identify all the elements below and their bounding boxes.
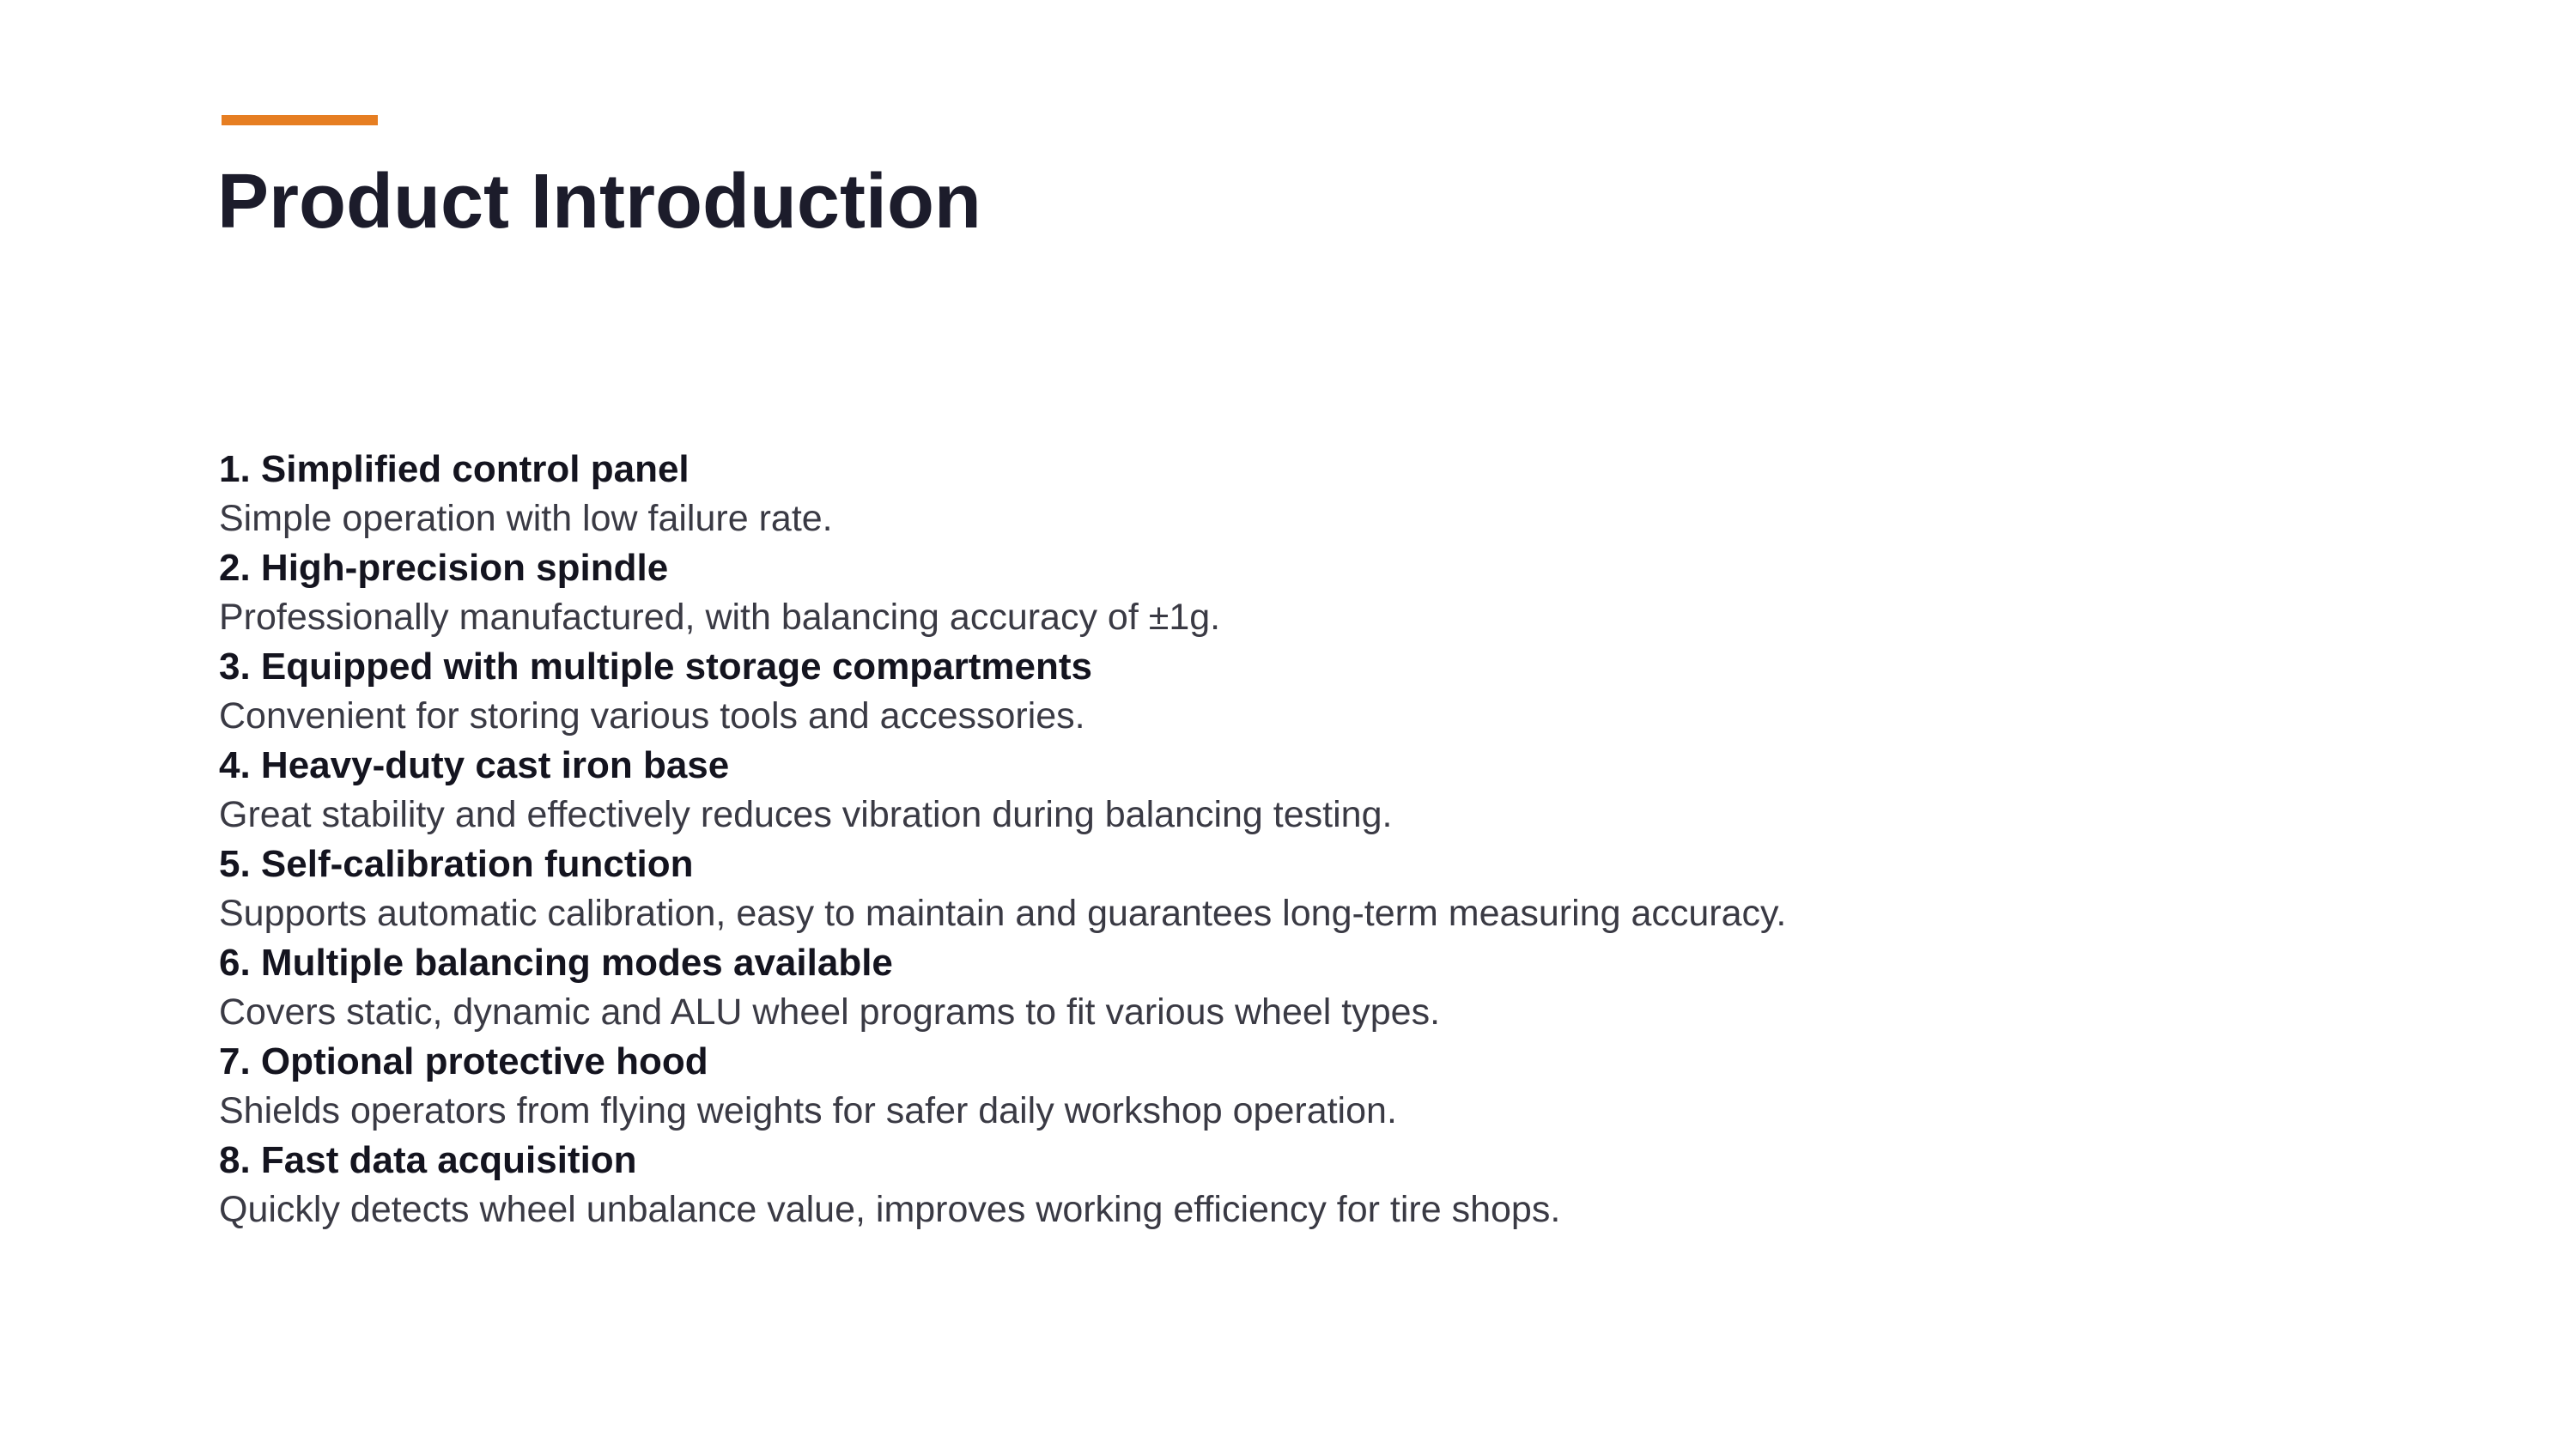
feature-item (219, 938, 2280, 1037)
feature-heading: 1. Simplified control panel (219, 448, 690, 490)
feature-description: Great stability and effectively reduces vibration during balancing testing. (219, 794, 1393, 835)
feature-item (219, 445, 2280, 543)
feature-description: Shields operators from flying weights for safer daily workshop operation. (219, 1090, 1397, 1131)
feature-heading: 8. Fast data acquisition (219, 1139, 637, 1181)
feature-description: Professionally manufactured, with balancing accuracy of ±1g. (219, 597, 1221, 638)
feature-item (219, 1136, 2280, 1234)
feature-heading: 2. High-precision spindle (219, 547, 669, 589)
feature-item (219, 642, 2280, 741)
feature-description: Supports automatic calibration, easy to maintain and guarantees long-term measuring accuracy. (219, 893, 1787, 934)
feature-description: Quickly detects wheel unbalance value, improves working efficiency for tire shops. (219, 1189, 1561, 1230)
title-accent-bar (222, 115, 378, 125)
feature-description: Simple operation with low failure rate. (219, 498, 833, 539)
feature-description: Covers static, dynamic and ALU wheel programs to fit various wheel types. (219, 991, 1441, 1033)
feature-list (219, 445, 2280, 1234)
feature-item (219, 1037, 2280, 1136)
feature-heading: 6. Multiple balancing modes available (219, 942, 893, 984)
feature-heading: 7. Optional protective hood (219, 1040, 708, 1082)
feature-item (219, 840, 2280, 938)
feature-item (219, 741, 2280, 840)
feature-item (219, 543, 2280, 642)
feature-heading: 5. Self-calibration function (219, 843, 694, 885)
feature-description: Convenient for storing various tools and accessories. (219, 695, 1085, 737)
page-title: Product Introduction (217, 159, 981, 245)
feature-heading: 3. Equipped with multiple storage compartments (219, 646, 1093, 688)
feature-heading: 4. Heavy-duty cast iron base (219, 744, 730, 786)
